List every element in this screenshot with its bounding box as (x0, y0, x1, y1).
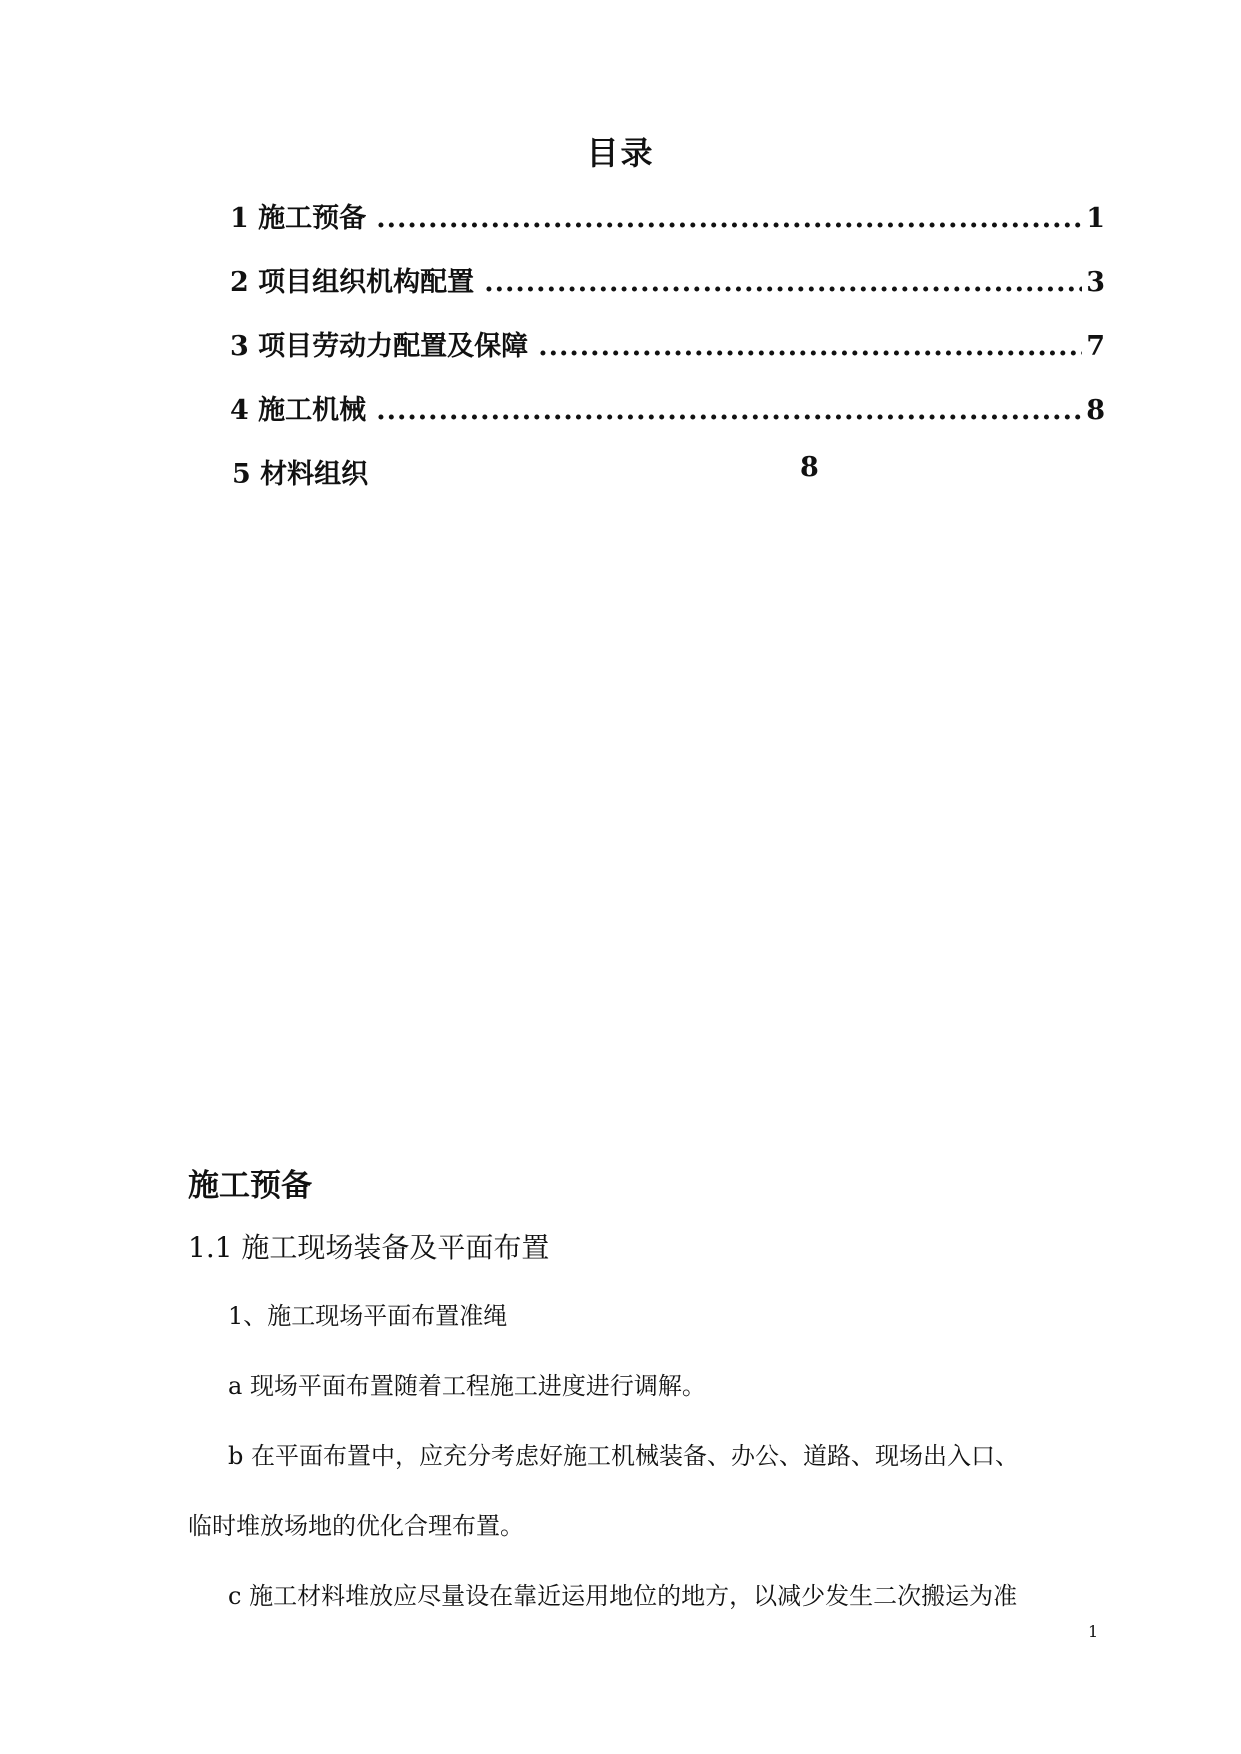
toc-entry-label: 1 施工预备 (230, 203, 367, 234)
toc-entry-label: 4 施工机械 (230, 395, 367, 426)
section-heading: 施工预备 (188, 1168, 312, 1204)
toc-dot-leader (538, 331, 1082, 362)
paragraph: b 在平面布置中，应充分考虑好施工机械装备、办公、道路、现场出入口、 (228, 1442, 1019, 1470)
toc-entry-page: 3 (1086, 267, 1105, 298)
paragraph: 临时堆放场地的优化合理布置。 (188, 1512, 524, 1540)
toc-dot-leader (376, 203, 1082, 234)
toc-entry-label: 2 项目组织机构配置 (230, 267, 475, 298)
toc-entry-page: 1 (1086, 203, 1105, 234)
paragraph: c 施工材料堆放应尽量设在靠近运用地位的地方，以减少发生二次搬运为准 (228, 1582, 1018, 1610)
toc-dot-leader (484, 267, 1082, 298)
toc-entry-page: 8 (1086, 395, 1105, 426)
toc-entry-label[interactable]: 5 材料组织 (232, 459, 369, 490)
toc-title: 目录 (586, 134, 655, 172)
paragraph: a 现场平面布置随着工程施工进度进行调解。 (228, 1372, 706, 1400)
toc-dot-leader (376, 395, 1082, 426)
toc-entry-page: 8 (800, 452, 819, 483)
paragraph: 1、施工现场平面布置准绳 (228, 1302, 508, 1330)
page-number: 1 (1088, 1622, 1099, 1641)
toc-entry[interactable] (230, 324, 1105, 364)
toc-entry[interactable] (230, 260, 1105, 300)
toc-entry[interactable] (230, 196, 1105, 236)
sub-heading: 1.1 施工现场装备及平面布置 (188, 1231, 550, 1264)
toc-entry-label: 3 项目劳动力配置及保障 (230, 331, 529, 362)
toc-entry[interactable] (230, 388, 1105, 428)
toc-entry-page: 7 (1086, 331, 1105, 362)
